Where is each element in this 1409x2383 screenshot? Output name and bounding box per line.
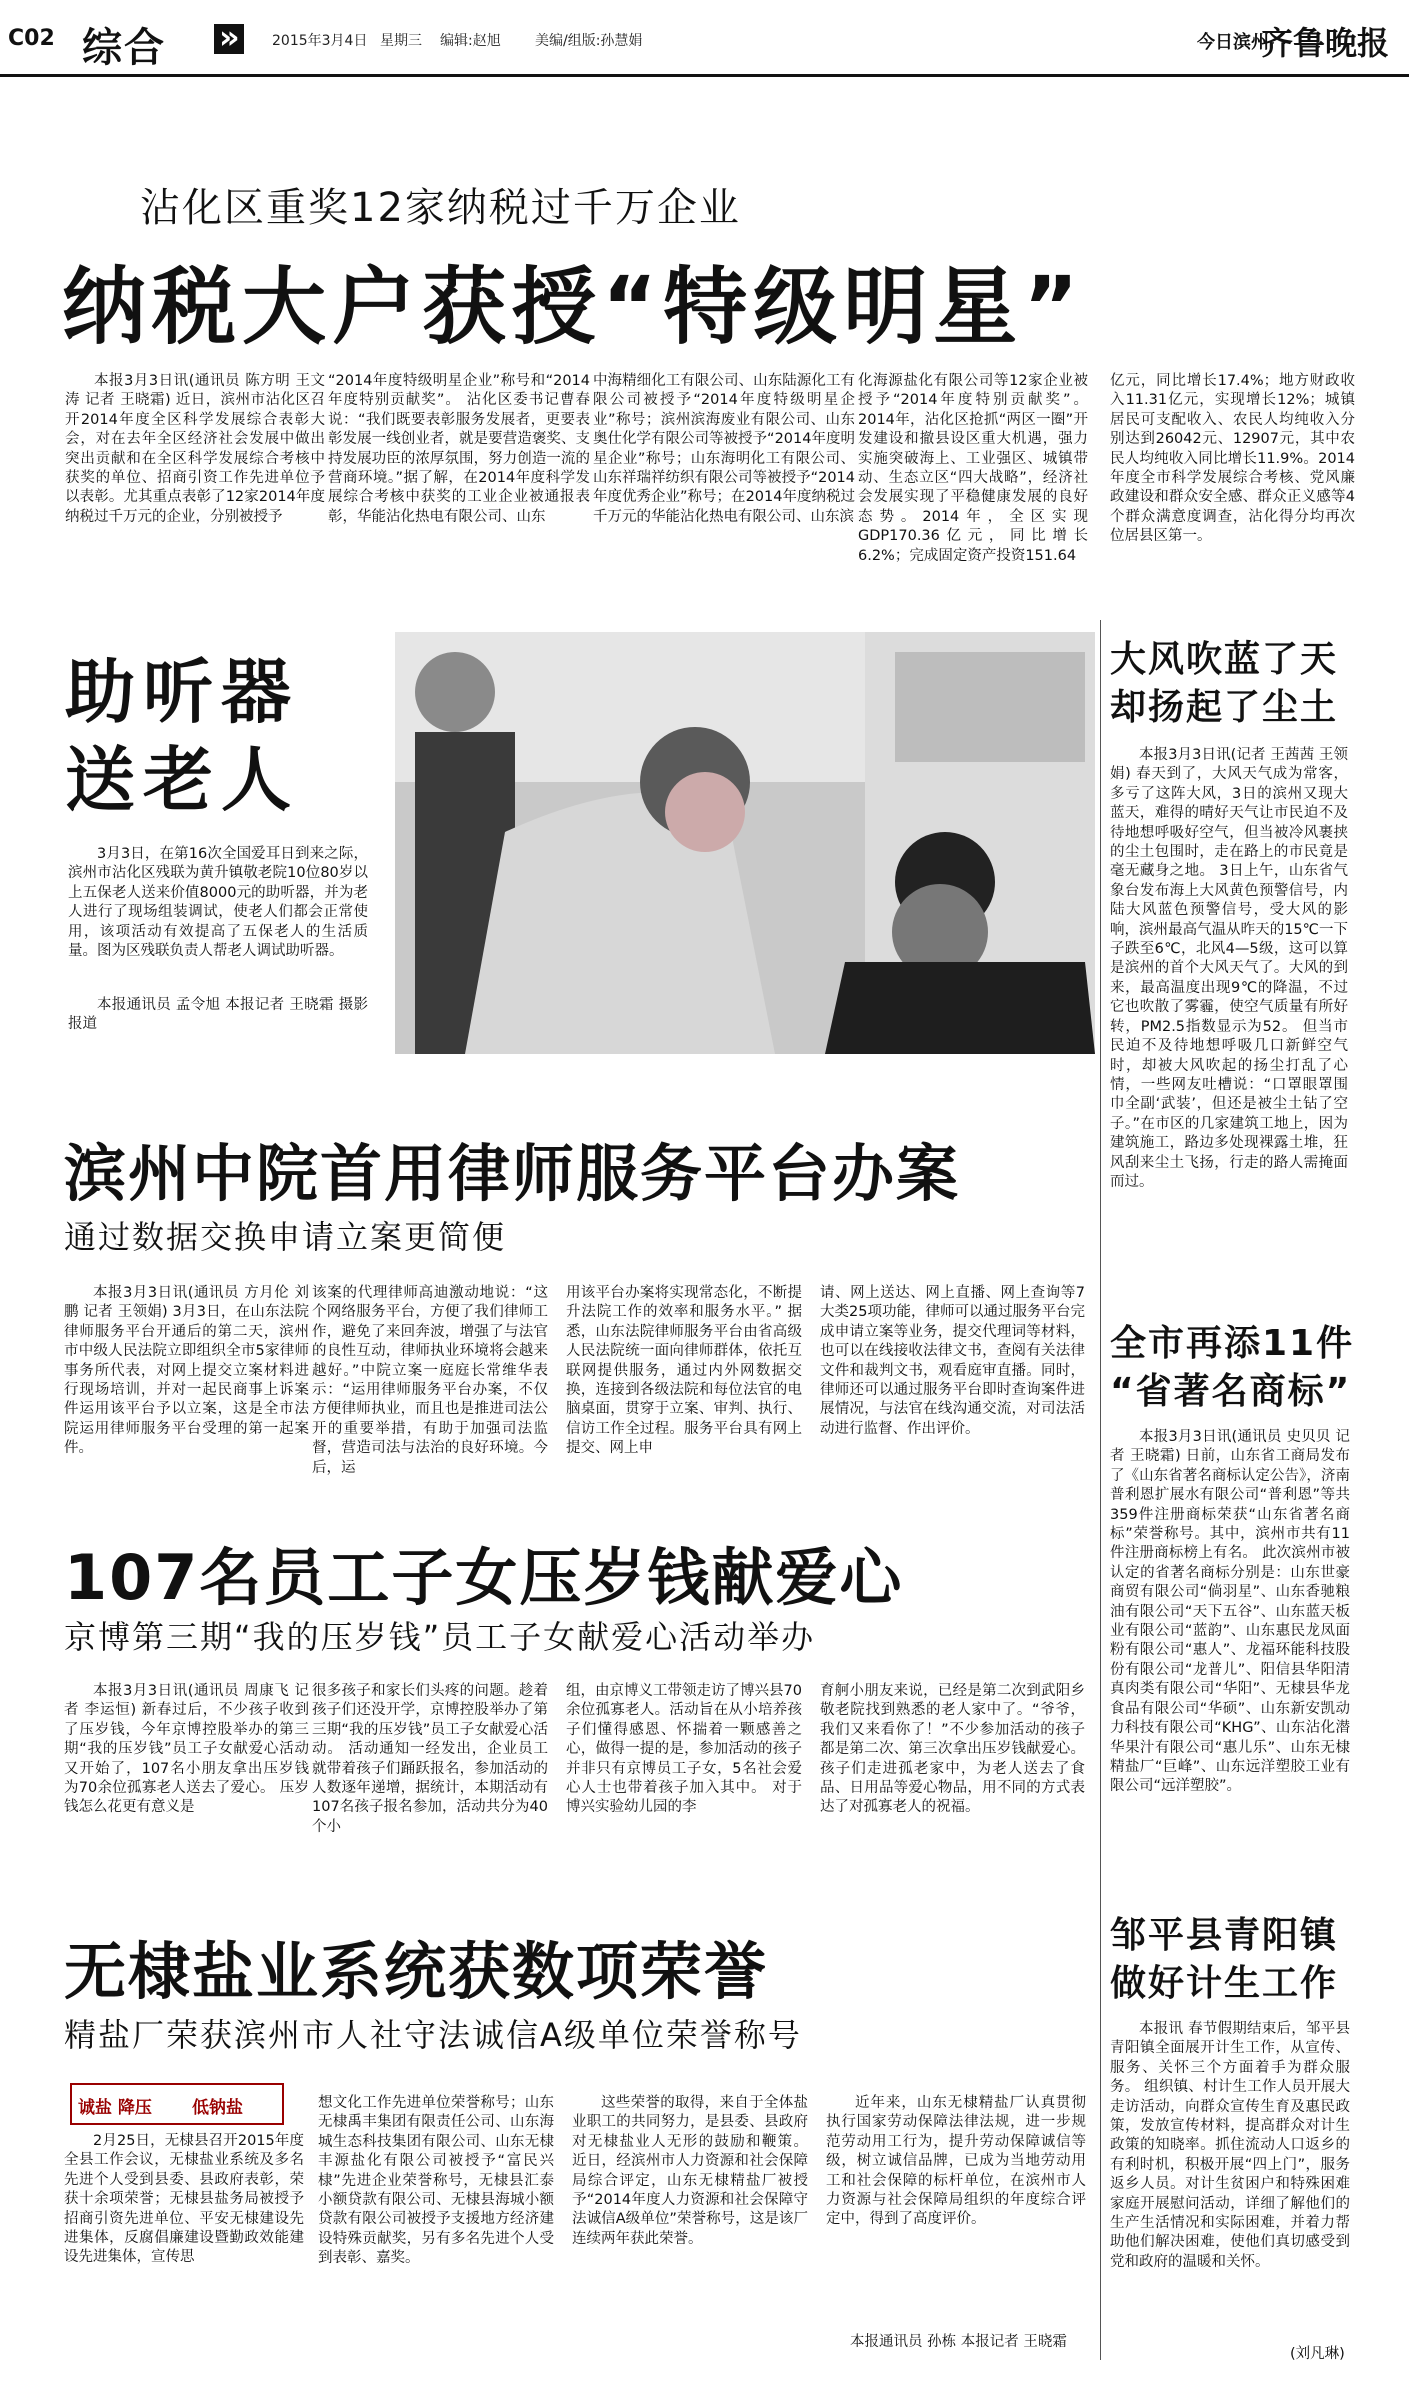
story1-kicker: 沾化区重奖12家纳税过千万企业 bbox=[140, 185, 741, 231]
story5-headline: 无棣盐业系统获数项荣誉 bbox=[64, 1935, 769, 2008]
masthead bbox=[0, 0, 1409, 78]
logo-text: 低钠盐 bbox=[192, 2098, 243, 2118]
story4-headline: 107名员工子女压岁钱献爱心 bbox=[64, 1541, 904, 1614]
side3-headline-line2: 做好计生工作 bbox=[1110, 1963, 1339, 2004]
side1-body: 本报3月3日讯(记者 王茜茜 王领娟) 春天到了，大风天气成为常客，多亏了这阵大风，3日的滨州又现大蓝天，难得的晴好天气让市民迫不及待地想呼吸好空气，但当被冷风裹挟的尘土包围时，走在路上的市民竟是毫无藏身之地。 3日上午，山东省气象台发布海上大风黄色预警信号，内陆大风蓝色预警信号，受大风的影响，滨州最高气温从昨天的15℃一下子跌至6℃，北风4—5级，这可以算是滨州的首个大风天气了。大风的到来，最高温度出现9℃的降温，不过它也吹散了雾霾，使空气质量有所好转，PM2.5指数显示为52。 但当市民迫不及待地想呼吸几口新鲜空气时，却被大风吹起的扬尘打乱了心情，一些网友吐槽说：“口罩眼罩围巾全副‘武装’，但还是被尘土钻了空子。”在市区的几家建筑工地上，因为建筑施工，路边多处现裸露土堆，狂风刮来尘土飞扬，行走的路人需掩面而过。 bbox=[1110, 747, 1348, 1190]
logo-text: 诚盐 降压 bbox=[78, 2098, 152, 2118]
story1-headline: 纳税大户获授“特级明星” bbox=[62, 258, 1085, 356]
story2-body: 3月3日，在第16次全国爱耳日到来之际，滨州市沾化区残联为黄升镇敬老院10位80岁以上五保老人送来价值8000元的助听器，并为老人进行了现场组装调试，使老人们都会正常使用，该项活动有效提高了五保老人的生活质量。图为区残联负责人帮老人调试助听器。 bbox=[68, 846, 368, 960]
section-title: 综合 bbox=[82, 25, 166, 71]
salt-brand-logo bbox=[70, 2083, 284, 2125]
story1-column: 亿元，同比增长17.4%；地方财政收入11.31亿元，实现增长12%；城镇居民可支配收入、农民人均纯收入分别达到26042元、12907元，其中农民人均纯收入同比增长11.9%。2014年度全市科学发展综合考核、党风廉政建设和群众安全感、群众正义感等4个群众满意度调查，沾化得分均再次位居县区第一。 bbox=[1110, 373, 1355, 545]
story4-column: 育舸小朋友来说，已经是第二次到武阳乡敬老院找到熟悉的老人家中了。“爷爷，我们又来看你了！”不少参加活动的孩子都是第二次、第三次拿出压岁钱献爱心。孩子们走进孤老家中，为老人送去了食品、日用品等爱心物品，用不同的方式表达了对孤寡老人的祝福。 bbox=[820, 1683, 1085, 1816]
double-chevron-icon bbox=[214, 24, 244, 54]
story2-byline: 本报通讯员 孟令旭 本报记者 王晓霜 摄影报道 bbox=[68, 997, 368, 1033]
side3-body: 本报讯 春节假期结束后，邹平县青阳镇全面展开计生工作，从宣传、服务、关怀三个方面着手为群众服务。 组织镇、村计生工作人员开展大走访活动，向群众宣传生育及惠民政策，发放宣传材料，提高群众对计生政策的知晓率。抓住流动人口返乡的有利时机，积极开展“四上门”，服务返乡人员。对计生贫困户和特殊困难家庭开展慰问活动，详细了解他们的生产生活情况和实际困难，并着力帮助他们解决困难，使他们真切感受到党和政府的温暖和关怀。 bbox=[1110, 2021, 1350, 2270]
sidebar-divider bbox=[1100, 620, 1101, 2360]
story5-column: 近年来，山东无棣精盐厂认真贯彻执行国家劳动保障法律法规，进一步规范劳动用工行为，提升劳动保障诚信等级，树立诚信品牌，已成为当地劳动用工和社会保障的标杆单位，在滨州市人力资源与社会保障局组织的年度综合评定中，得到了高度评价。 bbox=[826, 2095, 1086, 2228]
story4-column: 本报3月3日讯(通讯员 周康飞 记者 李运恒) 新春过后，不少孩子收到了压岁钱，今年京博控股举办的第三期“我的压岁钱”员工子女献爱心活动又开始了，107名小朋友拿出压岁钱为70余位孤寡老人送去了爱心。 压岁钱怎么花更有意义是 bbox=[64, 1683, 309, 1816]
story5-column: 想文化工作先进单位荣誉称号；山东无棣禹丰集团有限责任公司、山东海城生态科技集团有限公司、山东无棣丰源盐化有限公司被授予“富民兴棣”先进企业荣誉称号，无棣县汇泰小额贷款有限公司、无棣县海城小额贷款有限公司被授予支援地方经济建设特殊贡献奖，另有多名先进个人受到表彰、嘉奖。 bbox=[318, 2095, 554, 2267]
side2-headline-line2: “省著名商标” bbox=[1110, 1371, 1352, 1412]
story5-subhead: 精盐厂荣获滨州市人社守法诚信A级单位荣誉称号 bbox=[64, 2016, 802, 2054]
story1-column: 中海精细化工有限公司、山东陆源化工有限公司被授予“2014年度特级明星企业”称号；滨州滨海废业有限公司、山东奥仕化学有限公司等被授予“2014年度明星企业”称号；山东海明化工有限公司、山东祥瑞祥纺织有限公司等被授予“2014年度优秀企业”称号；在2014年度纳税过千万元的华能沾化热电有限公司、山东滨 bbox=[593, 373, 855, 525]
story3-subhead: 通过数据交换申请立案更简便 bbox=[64, 1218, 507, 1256]
story3-headline: 滨州中院首用律师服务平台办案 bbox=[64, 1137, 961, 1210]
story4-column: 组，由京博义工带领走访了博兴县70余位孤寡老人。活动旨在从小培养孩子们懂得感恩、怀揣着一颗感善之心，做得一提的是，参加活动的孩子并非只有京博员工子女，5名社会爱心人士也带着孩子加入其中。 对于博兴实验幼儿园的李 bbox=[566, 1683, 802, 1816]
story3-column: 用该平台办案将实现常态化，不断提升法院工作的效率和服务水平。” 据悉，山东法院律师服务平台由省高级人民法院统一面向律师群体，依托互联网提供服务，通过内外网数据交换，连接到各级法院和每位法官的电脑桌面，贯穿于立案、审判、执行、信访工作全过程。服务平台具有网上提交、网上申 bbox=[566, 1285, 802, 1457]
editor-credit: 编辑:赵旭 bbox=[440, 33, 501, 49]
story3-column: 本报3月3日讯(通讯员 方月伦 刘鹏 记者 王领娟) 3月3日，在山东法院律师服务平台开通后的第二天，滨州市中级人民法院立即组织全市5家律师事务所代表，对网上提交立案材料进行现场培训，并对一起民商事上诉案件运用该平台予以立案，这是全市法院运用律师服务平台受理的第一起案件。 bbox=[64, 1285, 309, 1457]
story4-column: 很多孩子和家长们头疼的问题。趁着孩子们还没开学，京博控股举办了第三期“我的压岁钱”员工子女献爱心活动。 活动通知一经发出，企业员工就带着孩子们踊跃报名，参加活动的人数逐年递增，据统计，本期活动有107名孩子报名参加，活动共分为40个小 bbox=[312, 1683, 548, 1835]
paper-prefix: 今日滨州 bbox=[1197, 32, 1269, 53]
story5-column: 这些荣誉的取得，来自于全体盐业职工的共同努力，是县委、县政府对无棣盐业人无形的鼓励和鞭策。 近日，经滨州市人力资源和社会保障局综合评定，山东无棣精盐厂被授予“2014年度人力资源和社会保障守法诚信A级单位”荣誉称号，这是该厂连续两年获此荣誉。 bbox=[572, 2095, 808, 2247]
story1-column: “2014年度特级明星企业”称号和“2014年度特别贡献奖”。 沾化区委书记曹春说：“我们既要表彰服务发展者，更要表彰发展一线创业者，就是要营造褒奖、支持发展功臣的浓厚氛围，努力创造一流的营商环境。”据了解，在2014年度科学发展综合考核中获奖的工业企业被通报表彰，华能沾化热电有限公司、山东 bbox=[328, 373, 590, 525]
side2-body: 本报3月3日讯(通讯员 史贝贝 记者 王晓霜) 日前，山东省工商局发布了《山东省著名商标认定公告》，济南普利恩扩展水有限公司“普利恩”等共359件注册商标荣获“山东省著名商标”荣誉称号。其中，滨州市共有11件注册商标榜上有名。 此次滨州市被认定的省著名商标分别是：山东世豪商贸有限公司“倘羽星”、山东香驰粮油有限公司“天下五谷”、山东蓝天板业有限公司“蓝韵”、山东惠民龙凤面粉有限公司“惠人”、龙福环能科技股份有限公司“龙普儿”、阳信县华阳清真肉类有限公司“华阳”、无棣县华龙食品有限公司“华硕”、山东新安凯动力科技有限公司“KHG”、山东沾化潜华果汁有限公司“惠儿乐”、山东无棣精盐厂“巨峰”、山东远洋塑胶工业有限公司“远洋塑胶”。 bbox=[1110, 1429, 1350, 1795]
story4-subhead: 京博第三期“我的压岁钱”员工子女献爱心活动举办 bbox=[64, 1618, 816, 1656]
story5-column: 2月25日，无棣县召开2015年度全县工作会议，无棣盐业系统及多名先进个人受到县委、县政府表彰，荣获十余项荣誉；无棣县盐务局被授予招商引资先进单位、平安无棣建设先进集体，反腐倡廉建设暨勤政效能建设先进集体，宣传思 bbox=[64, 2133, 304, 2266]
side2-headline-line1: 全市再添11件 bbox=[1110, 1323, 1355, 1364]
issue-weekday: 星期三 bbox=[380, 33, 422, 49]
paper-logo: 齐鲁晚报 bbox=[1260, 24, 1389, 62]
story1-column: 化海源盐化有限公司等12家企业被授予“2014年度特别贡献奖”。 2014年，沾化区抢抓“两区一圈”开发建设和撤县设区重大机遇，强力实施突破海上、工业强区、城镇带动、生态立区“四大战略”，经济社会发展实现了平稳健康发展的良好态势。2014年，全区实现GDP170.36亿元，同比增长6.2%；完成固定资产投资151.64 bbox=[858, 373, 1088, 564]
side1-headline-line1: 大风吹蓝了天 bbox=[1110, 639, 1339, 680]
masthead-rule bbox=[0, 74, 1409, 77]
news-photo bbox=[395, 632, 1095, 1054]
side3-headline-line1: 邹平县青阳镇 bbox=[1110, 1915, 1339, 1956]
story2-headline-line2: 送老人 bbox=[65, 739, 299, 821]
story1-column: 本报3月3日讯(通讯员 陈方明 王文涛 记者 王晓霜) 近日，滨州市沾化区召开2014年度全区科学发展综合表彰大会，对在去年全区经济社会发展中做出突出贡献和在全区科学发展综合考核中获奖的单位、招商引资工作先进单位予以表彰。尤其重点表彰了12家2014年度纳税过千万元的企业，分别被授予 bbox=[65, 373, 325, 525]
story2-headline-line1: 助听器 bbox=[65, 651, 299, 733]
story3-column: 该案的代理律师高迪激动地说：“这个网络服务平台，方便了我们律师工作，避免了来回奔波，增强了与法官的良性互动，律师执业环境将会越来越好。”中院立案一庭庭长常维华表示：“运用律师服务平台办案，不仅方便律师执业，而且也是推进司法公开的重要举措，有助于加强司法监督，营造司法与法治的良好环境。今后，运 bbox=[312, 1285, 548, 1476]
story3-column: 请、网上送达、网上直播、网上查询等7大类25项功能，律师可以通过服务平台完成申请立案等业务，提交代理词等材料，也可以在线接收法律文书，查阅有关法律文件和裁判文书，观看庭审直播。同时，律师还可以通过服务平台即时查询案件进展情况，与法官在线沟通交流，对司法活动进行监督、作出评价。 bbox=[820, 1285, 1085, 1437]
page-number: C02 bbox=[8, 26, 55, 51]
side1-headline-line2: 却扬起了尘土 bbox=[1110, 687, 1339, 728]
designer-credit: 美编/组版:孙慧娟 bbox=[535, 33, 643, 49]
story5-byline: 本报通讯员 孙栋 本报记者 王晓霜 bbox=[850, 2334, 1067, 2350]
side3-byline: (刘凡琳) bbox=[1290, 2346, 1345, 2362]
issue-date: 2015年3月4日 bbox=[272, 33, 368, 49]
